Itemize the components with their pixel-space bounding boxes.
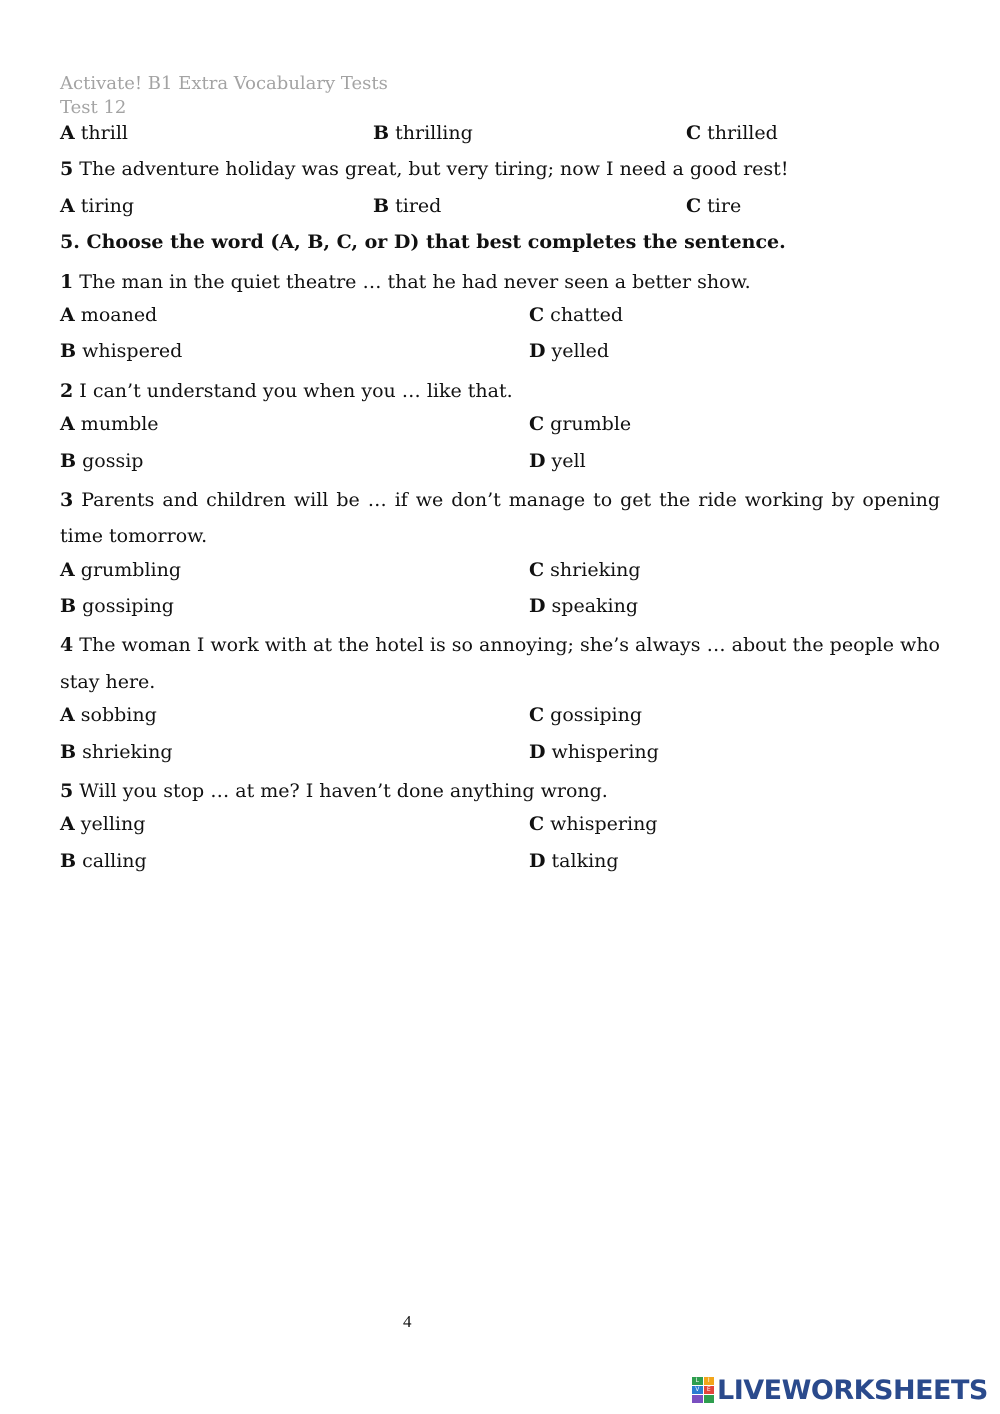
prev-question-5: 5 The adventure holiday was great, but very tiring; now I need a good rest!: [60, 158, 789, 181]
option-c[interactable]: C tire: [686, 194, 742, 217]
header-title: Activate! B1 Extra Vocabulary Tests: [60, 73, 388, 94]
option-a[interactable]: A grumbling: [60, 558, 182, 581]
option-a[interactable]: A yelling: [60, 813, 146, 836]
option-a[interactable]: A tiring: [60, 194, 135, 217]
q5-options-row-1: [60, 809, 940, 845]
option-a[interactable]: A thrill: [60, 122, 128, 144]
q2-options-row-2: [60, 446, 940, 482]
option-a[interactable]: A mumble: [60, 413, 159, 436]
option-c[interactable]: C grumble: [529, 413, 632, 436]
liveworksheets-logo: [692, 1376, 988, 1404]
option-b[interactable]: B gossip: [60, 449, 144, 472]
option-a[interactable]: A sobbing: [60, 704, 157, 727]
q1-options-row-2: [60, 336, 940, 372]
option-c[interactable]: C shrieking: [529, 558, 641, 581]
question-2: 2 I can’t understand you when you … like that.: [60, 379, 513, 402]
option-b[interactable]: B gossiping: [60, 595, 174, 618]
q3-options-row-2: [60, 591, 940, 627]
q2-options-row-1: [60, 409, 940, 445]
option-d[interactable]: D yell: [529, 449, 586, 472]
option-b[interactable]: B whispered: [60, 340, 183, 363]
option-b[interactable]: B thrilling: [373, 122, 473, 144]
option-b[interactable]: B tired: [373, 194, 442, 217]
question-4: 4 The woman I work with at the hotel is so annoying; she’s always … about the people who stay here.: [60, 634, 940, 693]
worksheet-content: [60, 118, 940, 882]
option-d[interactable]: D whispering: [529, 740, 659, 763]
page-header: [60, 72, 388, 120]
q3-options-row-1: [60, 555, 940, 591]
option-c[interactable]: C thrilled: [686, 122, 778, 144]
section-heading: 5. Choose the word (A, B, C, or D) that best completes the sentence.: [60, 231, 786, 254]
q4-options-row-1: [60, 700, 940, 736]
q1-options-row-1: [60, 300, 940, 336]
option-c[interactable]: C chatted: [529, 303, 624, 326]
question-1: 1 The man in the quiet theatre … that he had never seen a better show.: [60, 270, 751, 293]
option-c[interactable]: C whispering: [529, 813, 658, 836]
option-d[interactable]: D yelled: [529, 340, 610, 363]
q5-options-row-2: [60, 846, 940, 882]
question-5: 5 Will you stop … at me? I haven’t done anything wrong.: [60, 780, 608, 803]
question-3: 3 Parents and children will be … if we don’t manage to get the ride working by opening time tomorrow.: [60, 488, 940, 548]
option-c[interactable]: C gossiping: [529, 704, 642, 727]
option-a[interactable]: A moaned: [60, 303, 158, 326]
option-d[interactable]: D speaking: [529, 595, 639, 618]
option-b[interactable]: B shrieking: [60, 740, 173, 763]
prev-q5-options: [60, 191, 940, 227]
header-subtitle: Test 12: [60, 97, 127, 118]
q4-options-row-2: [60, 737, 940, 773]
logo-mark-icon: L I V E: [692, 1377, 714, 1403]
logo-text: LIVEWORKSHEETS: [717, 1374, 988, 1406]
page-number: 4: [403, 1312, 412, 1331]
prev-q4-options: [60, 118, 940, 154]
option-b[interactable]: B calling: [60, 849, 147, 872]
option-d[interactable]: D talking: [529, 849, 619, 872]
